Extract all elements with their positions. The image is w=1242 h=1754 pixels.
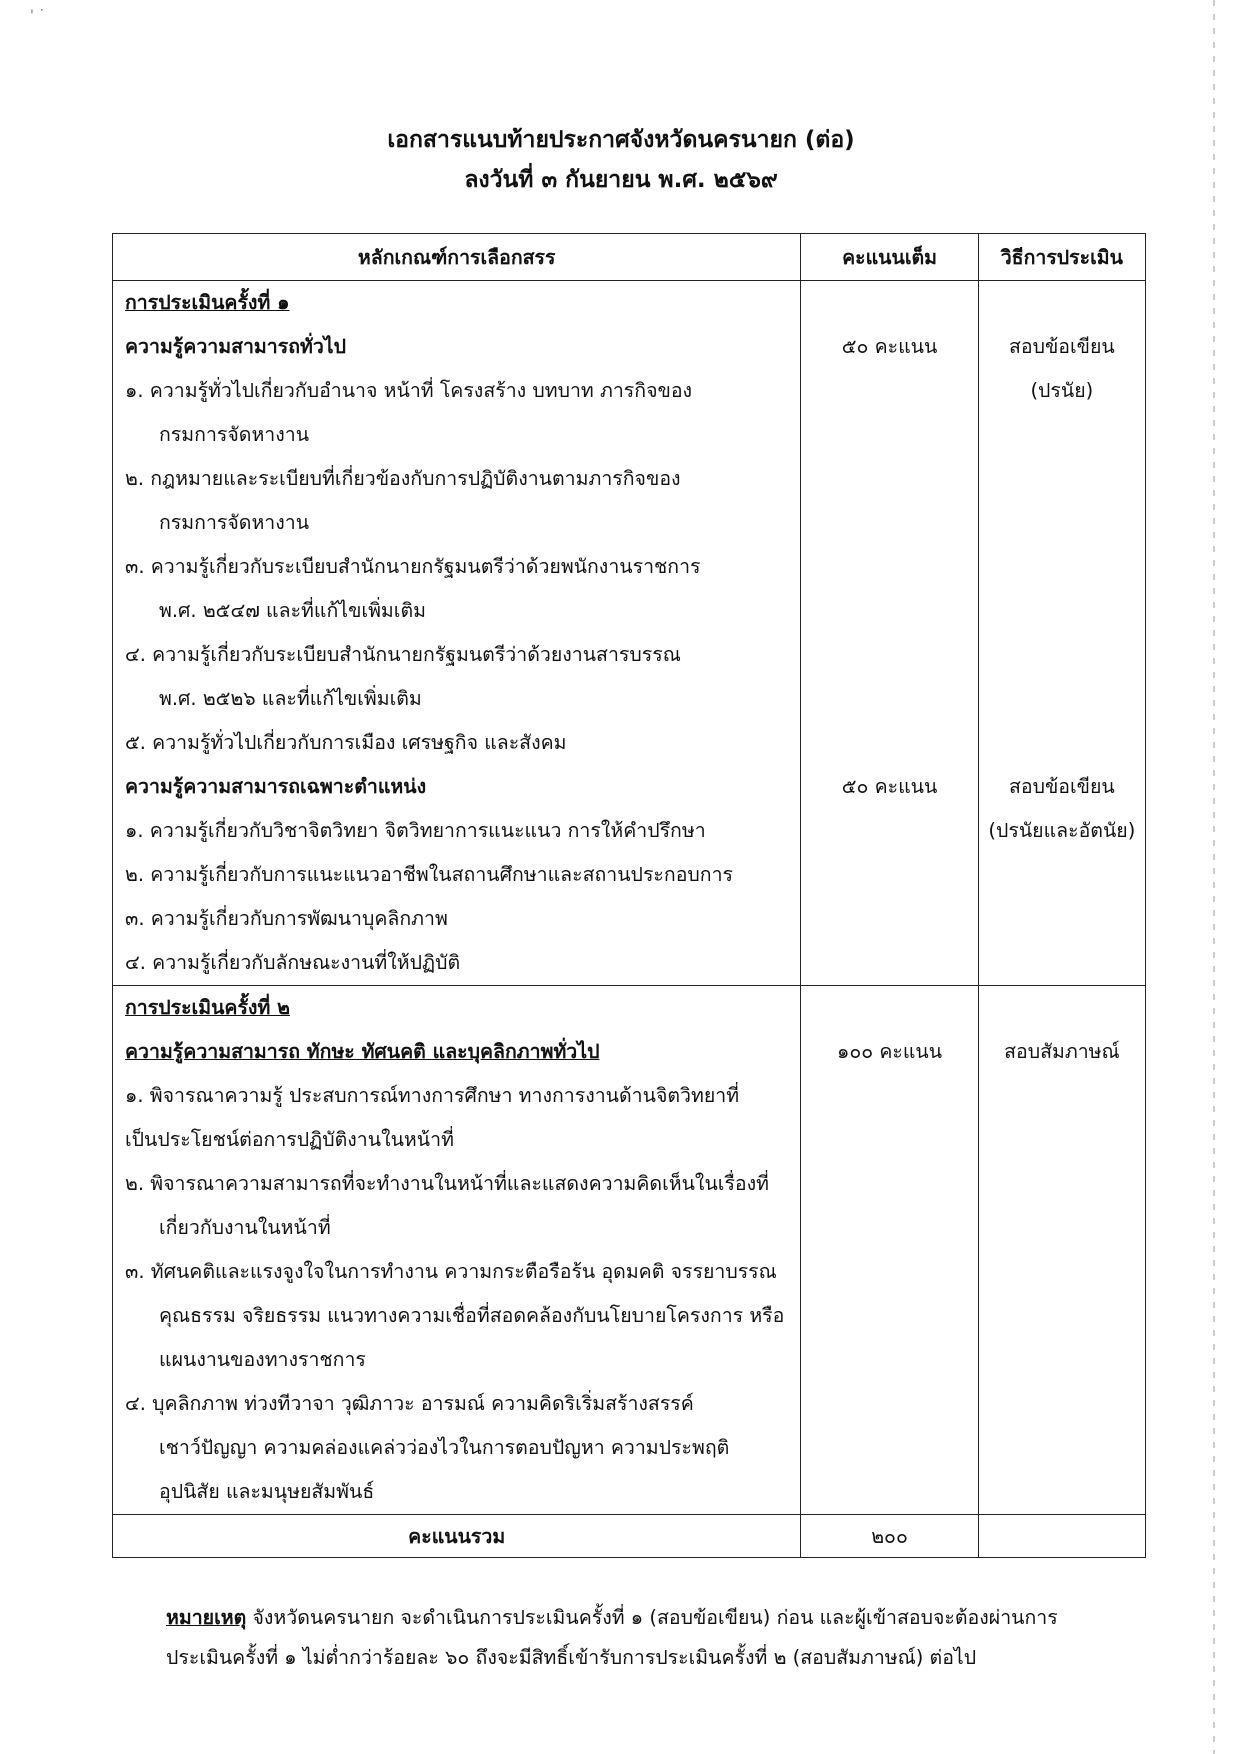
list-item: ๑. พิจารณาความรู้ ประสบการณ์ทางการศึกษา ทางการงานด้านจิตวิทยาที่	[125, 1084, 740, 1107]
total-row	[113, 1515, 1146, 1558]
general-method-line2: (ปรนัย)	[1030, 379, 1094, 402]
round2-title: ความรู้ความสามารถ ทักษะ ทัศนคติ และบุคลิกภาพทั่วไป	[125, 1040, 600, 1063]
round2-heading: การประเมินครั้งที่ ๒	[125, 996, 290, 1019]
footnote-text1: จังหวัดนครนายก จะดำเนินการประเมินครั้งที่ ๑ (สอบข้อเขียน) ก่อน และผู้เข้าสอบจะต้องผ่านการ	[252, 1606, 1058, 1629]
list-item: พ.ศ. ๒๕๔๗ และที่แก้ไขเพิ่มเติม	[159, 599, 426, 622]
general-title: ความรู้ความสามารถทั่วไป	[125, 335, 346, 358]
col-header-score: คะแนนเต็ม	[801, 234, 978, 281]
list-item: เกี่ยวกับงานในหน้าที่	[159, 1216, 331, 1239]
list-item: คุณธรรม จริยธรรม แนวทางความเชื่อที่สอดคล้องกับนโยบายโครงการ หรือ	[159, 1304, 785, 1327]
round2-score	[801, 986, 978, 1515]
col-header-method: วิธีการประเมิน	[978, 234, 1145, 281]
specific-method-line1: สอบข้อเขียน	[1008, 775, 1115, 798]
footnote	[166, 1598, 1126, 1678]
list-item: ๔. บุคลิกภาพ ท่วงทีวาจา วุฒิภาวะ อารมณ์ ความคิดริเริ่มสร้างสรรค์	[125, 1392, 694, 1415]
footnote-line2: ประเมินครั้งที่ ๑ ไม่ต่ำกว่าร้อยละ ๖๐ ถึงจะมีสิทธิ์เข้ารับการประเมินครั้งที่ ๒ (สอบสัมภาษณ์) ต่อไป	[166, 1646, 977, 1669]
list-item: พ.ศ. ๒๕๒๖ และที่แก้ไขเพิ่มเติม	[159, 687, 422, 710]
specific-score: ๕๐ คะแนน	[841, 775, 938, 798]
criteria-table	[112, 233, 1146, 1558]
col-header-criteria: หลักเกณฑ์การเลือกสรร	[113, 234, 801, 281]
list-item: ๒. กฎหมายและระเบียบที่เกี่ยวข้องกับการปฏิบัติงานตามภารกิจของ	[125, 467, 681, 490]
list-item: ๔. ความรู้เกี่ยวกับระเบียบสำนักนายกรัฐมนตรีว่าด้วยงานสารบรรณ	[125, 643, 681, 666]
scan-edge	[1213, 0, 1215, 1754]
round2-method-value: สอบสัมภาษณ์	[1004, 1040, 1120, 1063]
footnote-line1	[166, 1598, 1126, 1638]
total-label: คะแนนรวม	[113, 1515, 801, 1558]
round2-row	[113, 986, 1146, 1515]
general-method-line1: สอบข้อเขียน	[1008, 335, 1115, 358]
list-item: ๓. ความรู้เกี่ยวกับระเบียบสำนักนายกรัฐมนตรีว่าด้วยพนักงานราชการ	[125, 555, 701, 578]
table-header-row	[113, 234, 1146, 281]
specific-title: ความรู้ความสามารถเฉพาะตำแหน่ง	[125, 775, 427, 798]
list-item: ๑. ความรู้ทั่วไปเกี่ยวกับอำนาจ หน้าที่ โครงสร้าง บทบาท ภารกิจของ	[125, 379, 693, 402]
specific-method-line2: (ปรนัยและอัตนัย)	[988, 819, 1136, 842]
page-title: เอกสารแนบท้ายประกาศจังหวัดนครนายก (ต่อ)	[387, 127, 855, 153]
footnote-label: หมายเหตุ	[166, 1606, 247, 1629]
list-item: กรมการจัดหางาน	[159, 511, 310, 534]
list-item: ๑. ความรู้เกี่ยวกับวิชาจิตวิทยา จิตวิทยาการแนะแนว การให้คำปรึกษา	[125, 819, 706, 842]
general-score: ๕๐ คะแนน	[841, 335, 938, 358]
list-item: กรมการจัดหางาน	[159, 423, 310, 446]
round1-heading: การประเมินครั้งที่ ๑	[125, 291, 290, 314]
list-item: เชาว์ปัญญา ความคล่องแคล่วว่องไวในการตอบปัญหา ความประพฤติ	[159, 1436, 730, 1459]
round2-score-value: ๑๐๐ คะแนน	[836, 1040, 943, 1063]
scan-specks: ' ˙	[30, 8, 46, 24]
total-value: ๒๐๐	[801, 1515, 978, 1558]
list-item: อุปนิสัย และมนุษยสัมพันธ์	[159, 1480, 375, 1503]
list-item: ๒. ความรู้เกี่ยวกับการแนะแนวอาชีพในสถานศึกษาและสถานประกอบการ	[125, 863, 734, 886]
round2-criteria	[113, 986, 801, 1515]
total-empty-cell	[978, 1515, 1145, 1558]
list-item: เป็นประโยชน์ต่อการปฏิบัติงานในหน้าที่	[125, 1128, 454, 1151]
list-item: ๔. ความรู้เกี่ยวกับลักษณะงานที่ให้ปฏิบัติ	[125, 951, 461, 974]
list-item: ๓. ทัศนคติและแรงจูงใจในการทำงาน ความกระตือรือร้น อุดมคติ จรรยาบรรณ	[125, 1260, 777, 1283]
round1-criteria	[113, 281, 801, 986]
list-item: ๕. ความรู้ทั่วไปเกี่ยวกับการเมือง เศรษฐกิจ และสังคม	[125, 731, 567, 754]
round1-row	[113, 281, 1146, 986]
list-item: แผนงานของทางราชการ	[159, 1348, 366, 1371]
list-item: ๒. พิจารณาความสามารถที่จะทำงานในหน้าที่และแสดงความคิดเห็นในเรื่องที่	[125, 1172, 770, 1195]
round1-method	[978, 281, 1145, 986]
list-item: ๓. ความรู้เกี่ยวกับการพัฒนาบุคลิกภาพ	[125, 907, 448, 930]
round1-score	[801, 281, 978, 986]
page-date: ลงวันที่ ๓ กันยายน พ.ศ. ๒๕๖๙	[464, 167, 778, 193]
round2-method	[978, 986, 1145, 1515]
